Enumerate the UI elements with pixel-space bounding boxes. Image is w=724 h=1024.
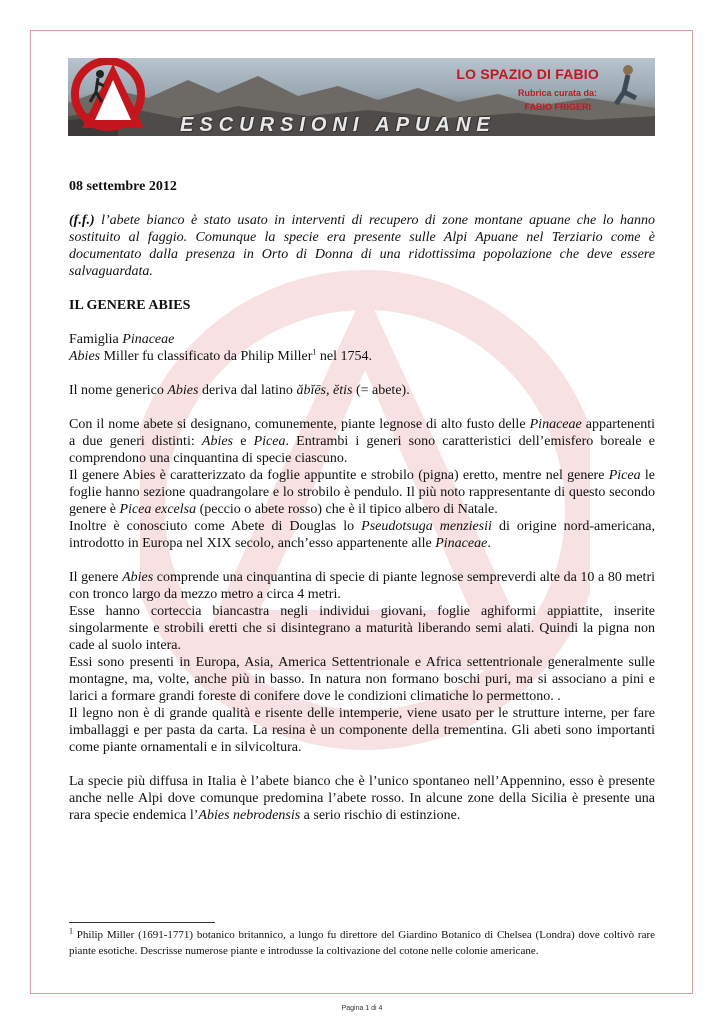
banner-title: LO SPAZIO DI FABIO [456, 66, 599, 82]
header-banner [68, 58, 655, 136]
article-date: 08 settembre 2012 [69, 179, 177, 194]
abete-paragraph: Con il nome abete si designano, comunemente, piante legnose di alto fusto delle Pinaceae appartenenti a due generi distinti: Abies e Picea. Entrambi i generi sono caratteristici dell’emisfero boreale e comprendono una cinquantina di specie ciascuno. Il genere Abies è caratterizzato da foglie appuntite e strobilo (pigna) eretto, mentre nel genere Picea le foglie hanno sezione quadrangolare e lo strobilo è pendulo. Il più noto rappresentante di questo secondo genere è Picea excelsa (peccio o abete rosso) che è il tipico albero di Natale. Inoltre è conosciuto come Abete di Douglas lo Pseudotsuga menziesii di origine nord-americana, introdotto in Europa nel XIX secolo, anch’esso appartenente alle Pinaceae. [69, 417, 656, 551]
family-line: Famiglia Pinaceae [69, 332, 175, 347]
italia-paragraph: La specie più diffusa in Italia è l’abete bianco che è l’unico spontaneo nell’Appennino, esso è presente anche nelle Alpi dove comunque predomina l’abete rosso. In alcune zone della Sicilia è presente una rara specie endemica l’Abies nebrodensis a serio rischio di estinzione. [69, 774, 655, 823]
section-heading: IL GENERE ABIES [69, 298, 191, 313]
name-origin-paragraph: Il nome generico Abies deriva dal latino ăbĭēs, ĕtis (= abete). [69, 383, 410, 398]
hiker-icon [96, 70, 104, 78]
banner-name: ESCURSIONI APUANE [180, 114, 496, 136]
footnote-number: 1 [69, 926, 73, 936]
banner-subtitle: Rubrica curata da: [517, 88, 597, 98]
footnote-separator [69, 922, 215, 923]
genere-paragraph: Il genere Abies comprende una cinquantina di specie di piante legnose sempreverdi alte da 10 a 80 metri con tronco largo da mezzo metro a circa 4 metri. Esse hanno corteccia biancastra negli individui giovani, foglie aghiformi appiattite, inserite singolarmente e strobili eretti che si disintegrano a maturità liberando semi alati. Quindi la pigna non cade al suolo intera. Essi sono presenti in Europa, Asia, America Settentrionale e Africa settentrionale generalmente sulle montagne, ma, volte, anche più in basso. In natura non formano boschi puri, ma si associano a pini e larici a formare grandi foreste di conifere dove le condizioni climatiche lo permettono. . Il legno non è di grande qualità e risente delle intemperie, viene usato per le strutture interne, per fare imballaggi e per pasta da carta. La resina è un componente della trementina. Gli abeti sono importanti come piante ornamentali e in silvicoltura. [69, 570, 655, 755]
page-number: Pagina 1 di 4 [341, 1005, 383, 1012]
seated-hiker-icon [623, 65, 633, 75]
footnote [69, 927, 655, 959]
intro-paragraph: (f.f.) l’abete bianco è stato usato in interventi di recupero di zone montane apuane che lo hanno sostituito al faggio. Comunque la specie era presente sulle Alpi Apuane nel Terziario come è documentato dalla presenza in Orto di Donna di una ridottissima popolazione che deve essere salvaguardata. [69, 213, 655, 279]
footnote-ref[interactable]: 1 [312, 347, 317, 357]
footnote-text: Philip Miller (1691-1771) botanico britannico, a lungo fu direttore del Giardino Botanico di Chelsea (Londra) dove coltivò rare piante esotiche. Descrisse numerose piante e introdusse la coltivazione del cotone nelle colonie americane. [69, 929, 655, 957]
article-body [69, 178, 655, 841]
banner-author: FABIO FRIGERI [524, 102, 591, 112]
classification-line: Abies Miller fu classificato da Philip Miller$^1$ nel 1754. [69, 347, 373, 364]
